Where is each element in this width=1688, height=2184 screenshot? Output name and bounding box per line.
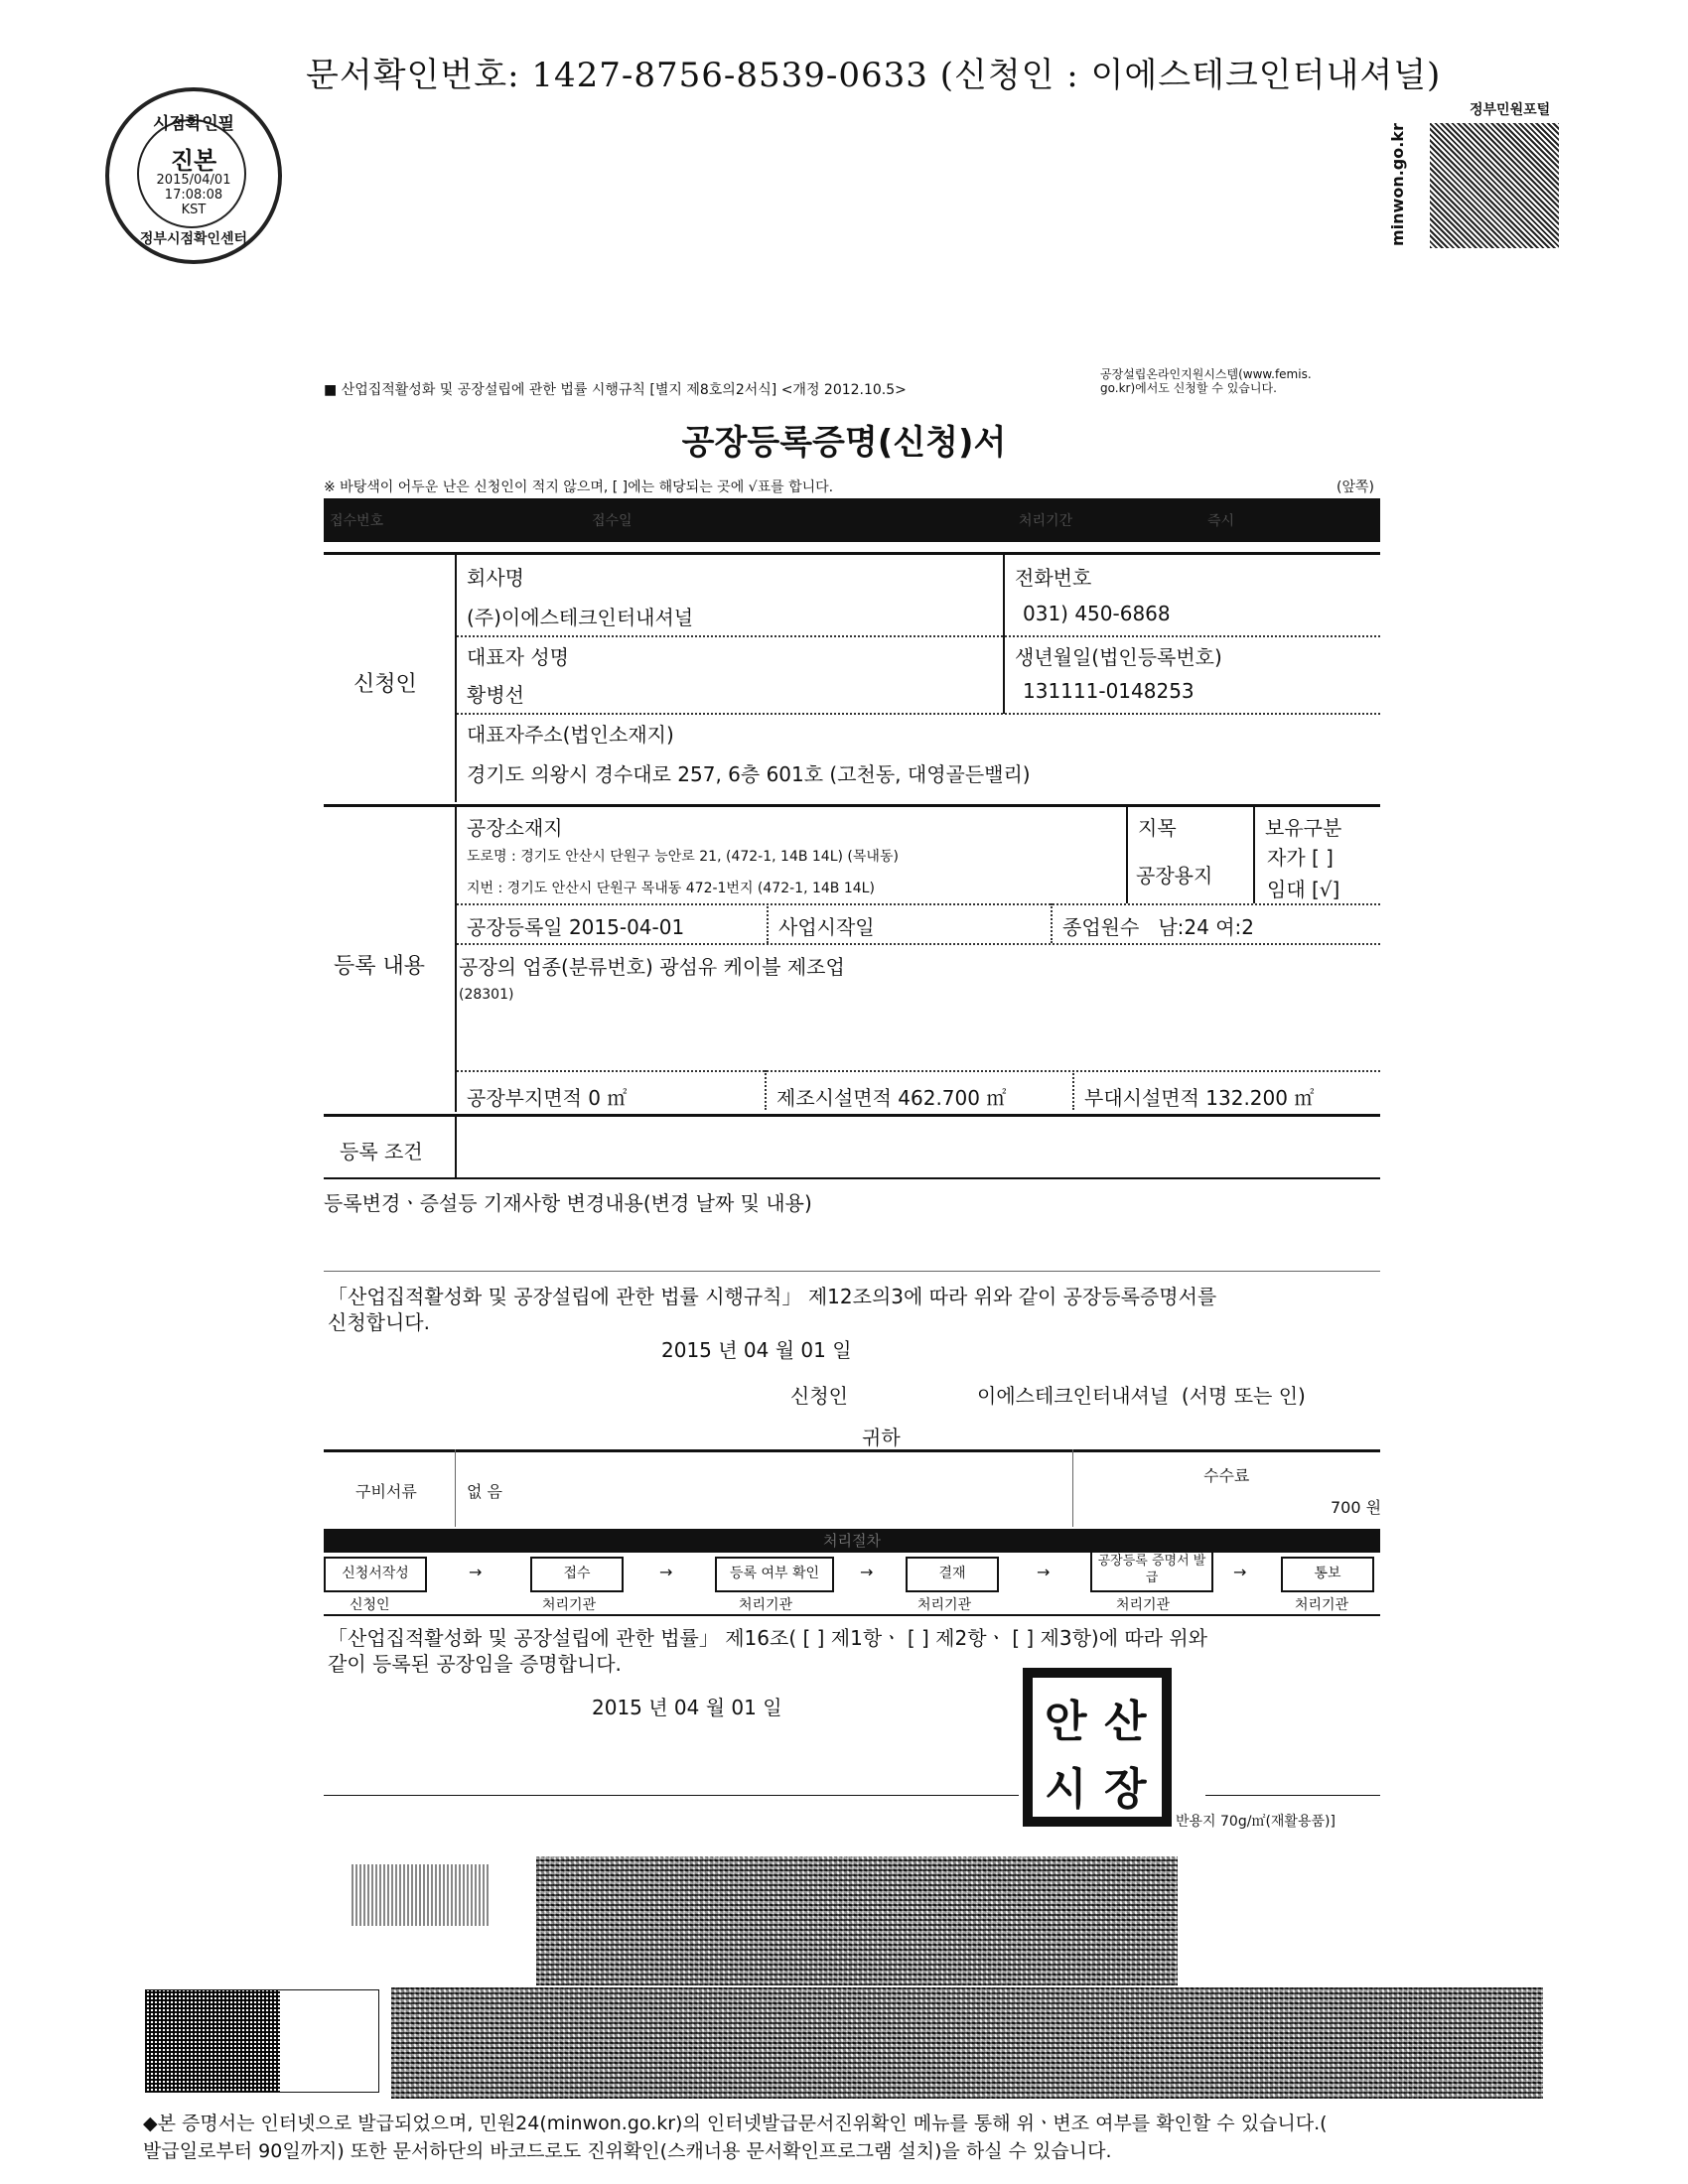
conditions-label: 등록 조건 <box>340 1140 423 1163</box>
footer-note-line-1: ◆본 증명서는 인터넷으로 발급되었으며, 민원24(minwon.go.kr)의 인터넷발급문서진위확인 메뉴를 통해 위ㆍ변조 여부를 확인할 수 있습니다.( <box>143 2113 1328 2134</box>
applicant-section-label: 신청인 <box>353 672 417 697</box>
process-step-5: 공장등록 증명서 발급 <box>1090 1551 1213 1592</box>
ownership-rent-checkbox: 임대 [√] <box>1267 878 1340 901</box>
process-arrow: → <box>860 1563 874 1581</box>
process-step-6: 통보 <box>1281 1557 1374 1592</box>
representative-label: 대표자 성명 <box>467 645 569 669</box>
stamp-bottom-text: 정부시점확인센터 <box>139 231 248 247</box>
form-instruction: ※ 바탕색이 어두운 난은 신청인이 적지 않으며, [ ]에는 해당되는 곳에 √표를 합니다. <box>324 479 834 495</box>
documents-value: 없 음 <box>467 1482 502 1501</box>
process-actor-2: 처리기관 <box>542 1597 597 1613</box>
birth-value: 131111-0148253 <box>1023 679 1195 703</box>
form-title: 공장등록증명(신청)서 <box>681 423 1007 463</box>
ownership-label: 보유구분 <box>1265 816 1342 840</box>
business-start-label: 사업시작일 <box>778 915 875 939</box>
portal-url: minwon.go.kr <box>1388 123 1407 246</box>
receipt-bar: 접수번호 접수일 처리기간 즉시 <box>324 498 1380 542</box>
registration-section-label: 등록 내용 <box>334 954 426 979</box>
page-side: (앞쪽) <box>1336 479 1374 495</box>
paper-spec: 반용지 70g/㎡(재활용품)] <box>1176 1814 1336 1830</box>
process-arrow: → <box>1037 1563 1051 1581</box>
address-label: 대표자주소(법인소재지) <box>467 723 674 747</box>
process-actor-1: 신청인 <box>350 1597 390 1613</box>
process-header: 처리절차 <box>324 1529 1380 1553</box>
barcode-frame <box>145 1989 379 2093</box>
lot-address: 지번 : 경기도 안산시 단원구 목내동 472-1번지 (472-1, 14B 14L) <box>467 881 875 896</box>
certification-paragraph-2: 같이 등록된 공장임을 증명합니다. <box>328 1652 622 1676</box>
fee-label: 수수료 <box>1203 1466 1250 1485</box>
certification-paragraph-1: 「산업집적활성화 및 공장설립에 관한 법률」 제16조( [ ] 제1항ㆍ [ ] 제2항ㆍ [ ] 제3항)에 따라 위와 <box>328 1626 1208 1650</box>
industry-type: 공장의 업종(분류번호) 광섬유 케이블 제조업 <box>459 955 845 979</box>
industry-code: (28301) <box>459 987 514 1003</box>
process-step-3: 등록 여부 확인 <box>715 1557 834 1592</box>
process-actor-4: 처리기관 <box>917 1597 972 1613</box>
road-address: 도로명 : 경기도 안산시 단원구 능안로 21, (472-1, 14B 14L) (목내동) <box>467 849 899 865</box>
birth-label: 생년월일(법인등록번호) <box>1015 645 1222 669</box>
process-step-2: 접수 <box>530 1557 624 1592</box>
request-paragraph-2: 신청합니다. <box>328 1310 430 1334</box>
online-note: 공장설립온라인지원시스템(www.femis. go.kr)에서도 신청할 수 있습니다. <box>1100 367 1312 395</box>
process-arrow: → <box>1233 1563 1247 1581</box>
employee-count: 종업원수 남:24 여:2 <box>1062 915 1254 939</box>
registration-date: 공장등록일 2015-04-01 <box>467 915 685 939</box>
certification-date: 2015 년 04 월 01 일 <box>592 1696 782 1719</box>
auxiliary-area: 부대시설면적 132.200 ㎡ <box>1084 1086 1315 1110</box>
security-pattern-bottom <box>391 1987 1543 2099</box>
qr-code-image <box>1430 123 1559 248</box>
process-step-4: 결재 <box>906 1557 999 1592</box>
regulation-reference: ■ 산업집적활성화 및 공장설립에 관한 법률 시행규칙 [별지 제8호의2서식] <개정 2012.10.5> <box>324 382 907 398</box>
portal-name: 정부민원포털 <box>1470 102 1551 118</box>
process-step-1: 신청서작성 <box>324 1557 427 1592</box>
stamp-main-text: 진본 <box>170 147 217 175</box>
request-applicant-label: 신청인 <box>790 1384 848 1408</box>
factory-location-label: 공장소재지 <box>467 816 563 840</box>
company-label: 회사명 <box>467 566 524 590</box>
land-category-value: 공장용지 <box>1136 864 1213 887</box>
process-actor-6: 처리기관 <box>1295 1597 1349 1613</box>
stamp-datetime: 2015/04/01 17:08:08 KST <box>156 173 231 217</box>
security-mark-small <box>352 1864 491 1926</box>
authenticity-stamp <box>105 87 282 264</box>
site-area: 공장부지면적 0 ㎡ <box>467 1086 628 1110</box>
process-arrow: → <box>659 1563 673 1581</box>
security-pattern-top <box>536 1856 1178 1985</box>
process-arrow: → <box>469 1563 483 1581</box>
request-addressee: 귀하 <box>862 1426 901 1449</box>
changes-label: 등록변경ㆍ증설등 기재사항 변경내용(변경 날짜 및 내용) <box>324 1191 812 1215</box>
documents-label: 구비서류 <box>355 1482 417 1501</box>
phone-label: 전화번호 <box>1015 566 1092 590</box>
address-value: 경기도 의왕시 경수대로 257, 6층 601호 (고천동, 대영골든밸리) <box>467 762 1031 786</box>
phone-value: 031) 450-6868 <box>1023 602 1171 625</box>
land-category-label: 지목 <box>1138 816 1177 840</box>
representative-value: 황병선 <box>467 683 524 707</box>
process-actor-5: 처리기관 <box>1116 1597 1171 1613</box>
stamp-top-text: 시점확인필 <box>152 114 235 134</box>
document-number-line: 문서확인번호: 1427-8756-8539-0633 (신청인 : 이에스테크인터내셔널) <box>306 56 1442 95</box>
company-value: (주)이에스테크인터내셔널 <box>467 606 694 629</box>
manufacturing-area: 제조시설면적 462.700 ㎡ <box>776 1086 1007 1110</box>
process-actor-3: 처리기관 <box>739 1597 793 1613</box>
official-seal: 안 산 시 장 <box>1023 1668 1172 1827</box>
fee-value: 700 원 <box>1331 1498 1382 1517</box>
request-paragraph-1: 「산업집적활성화 및 공장설립에 관한 법률 시행규칙」 제12조의3에 따라 위와 같이 공장등록증명서를 <box>328 1285 1217 1308</box>
request-applicant-signature: 이에스테크인터내셔널 (서명 또는 인) <box>977 1384 1306 1408</box>
footer-note-line-2: 발급일로부터 90일까지) 또한 문서하단의 바코드로도 진위확인(스캐너용 문서확인프로그램 설치)을 하실 수 있습니다. <box>143 2140 1112 2162</box>
request-date: 2015 년 04 월 01 일 <box>661 1338 852 1362</box>
ownership-own-checkbox: 자가 [ ] <box>1267 846 1334 870</box>
